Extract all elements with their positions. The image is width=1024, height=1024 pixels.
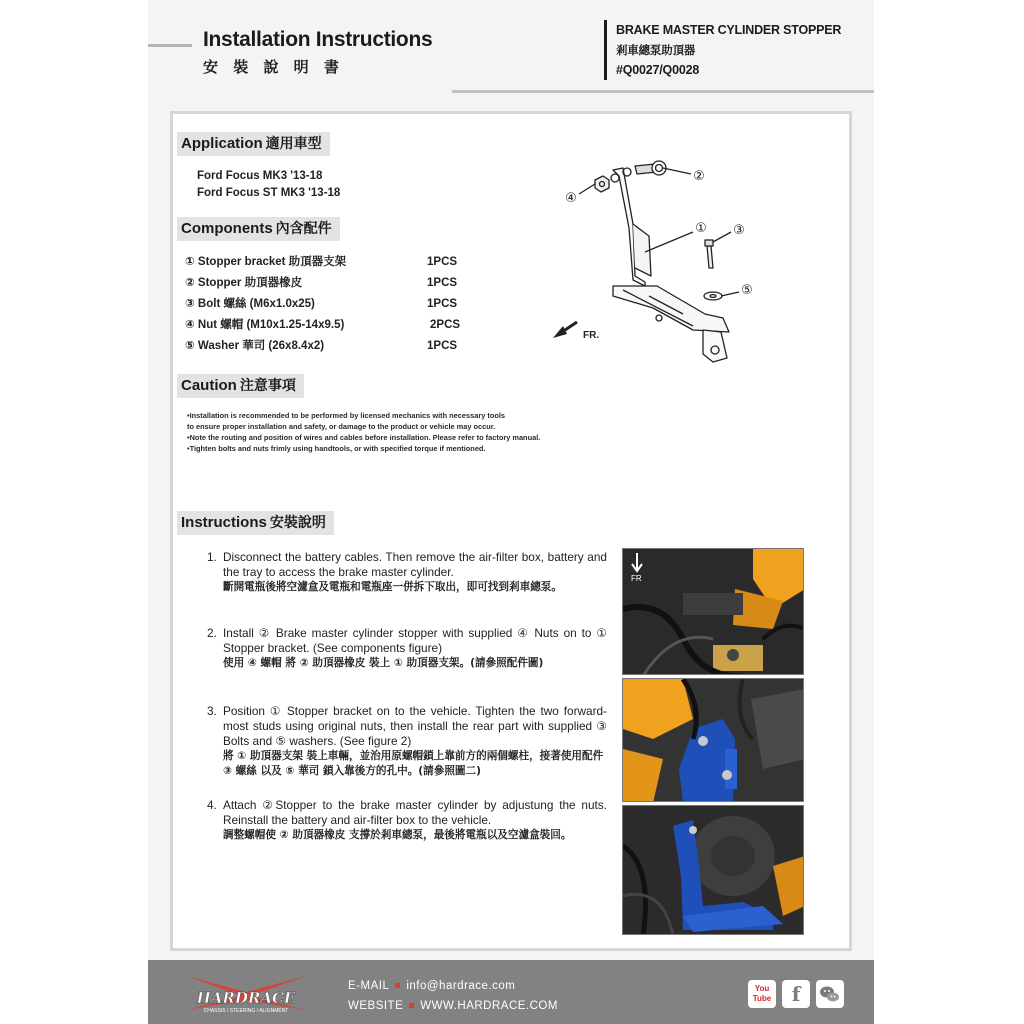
instructions-heading-en: Instructions bbox=[181, 514, 267, 531]
instructions-heading bbox=[177, 511, 334, 535]
application-list bbox=[197, 168, 340, 202]
components-heading-cn: 內含配件 bbox=[275, 221, 332, 237]
step-text-cn: 調整螺帽使 ② 助頂器橡皮 支撐於剎車總泵，最後將電瓶以及空濾盒裝回。 bbox=[223, 829, 572, 841]
component-row bbox=[185, 252, 505, 273]
components-list bbox=[185, 252, 505, 357]
application-heading bbox=[177, 132, 330, 156]
component-name: ② Stopper 助頂器橡皮 bbox=[185, 277, 303, 289]
caution-heading-en: Caution bbox=[181, 377, 237, 394]
components-heading bbox=[177, 217, 340, 241]
diagram-label: ③ bbox=[733, 223, 745, 238]
caution-line: •Note the routing and position of wires and cables before installation. Please refer to factory manual. bbox=[187, 433, 541, 442]
bullet-icon bbox=[409, 1003, 414, 1008]
step-number: 1. bbox=[207, 550, 217, 564]
page-subtitle: 安 裝 說 明 書 bbox=[203, 58, 344, 76]
wechat-icon[interactable] bbox=[816, 980, 844, 1008]
front-direction-label: FR. bbox=[583, 330, 600, 341]
component-name: ④ Nut 螺帽 (M10x1.25-14x9.5) bbox=[185, 319, 345, 331]
header-rule-left bbox=[148, 44, 192, 47]
hardrace-logo bbox=[176, 970, 316, 1014]
photo-engine-bay bbox=[622, 548, 804, 675]
header-rule-right bbox=[452, 90, 874, 93]
footer bbox=[148, 960, 874, 1024]
component-row bbox=[185, 336, 505, 357]
instruction-step bbox=[207, 704, 607, 779]
product-name: BRAKE MASTER CYLINDER STOPPER bbox=[616, 23, 842, 37]
diagram-label: ⑤ bbox=[741, 283, 753, 298]
component-name: ⑤ Washer 華司 (26x8.4x2) bbox=[185, 340, 325, 352]
footer-contact bbox=[348, 976, 558, 1016]
application-heading-en: Application bbox=[181, 135, 263, 152]
logo-wordmark: HARDRACE bbox=[196, 989, 296, 1007]
product-info bbox=[604, 20, 841, 80]
step-text-cn: 使用 ④ 螺帽 將 ② 助頂器橡皮 裝上 ① 助頂器支架。(請參照配件圖) bbox=[223, 657, 544, 669]
step-text-en: Disconnect the battery cables. Then remove the air-filter box, battery and the tray to access the brake master cylinder. bbox=[223, 550, 607, 579]
caution-list bbox=[187, 410, 647, 454]
step-text-en: Attach ②Stopper to the brake master cylinder by adjustung the nuts. Reinstall the battery and air-filter box to the vehicle. bbox=[223, 798, 607, 827]
components-diagram bbox=[553, 136, 793, 366]
diagram-label: ② bbox=[693, 169, 705, 184]
component-row bbox=[185, 315, 505, 336]
step-number: 2. bbox=[207, 626, 217, 640]
step-text-cn: 將 ① 助頂器支架 裝上車輛，並治用原螺帽鎖上靠前方的兩個螺柱，接著使用配件 ③ 螺絲 以及 ⑤ 華司 鎖入靠後方的孔中。(請參照圖二) bbox=[223, 750, 604, 777]
component-qty: 2PCS bbox=[430, 319, 461, 331]
caution-heading-cn: 注意事項 bbox=[239, 378, 296, 394]
part-numbers: #Q0027/Q0028 bbox=[616, 63, 700, 77]
component-row bbox=[185, 294, 505, 315]
page-title: Installation Instructions bbox=[203, 28, 433, 51]
step-number: 4. bbox=[207, 798, 217, 812]
content-frame bbox=[170, 111, 852, 951]
instructions-heading-cn: 安裝說明 bbox=[269, 515, 326, 531]
vehicle-item: Ford Focus ST MK3 '13-18 bbox=[197, 187, 341, 199]
component-qty: 1PCS bbox=[427, 298, 458, 310]
component-qty: 1PCS bbox=[427, 277, 458, 289]
youtube-icon-text: You Tube bbox=[752, 984, 772, 1003]
website-label: WEBSITE bbox=[348, 1000, 404, 1012]
logo-tagline: CHASSIS / STEERING / ALIGNMENT bbox=[203, 1008, 289, 1014]
step-text-cn: 斷開電瓶後將空濾盒及電瓶和電瓶座一併拆下取出，即可找到剎車總泵。 bbox=[223, 581, 562, 593]
website-link[interactable]: WWW.HARDRACE.COM bbox=[420, 1000, 558, 1012]
caution-line: to ensure proper installation and safety, or damage to the product or vehicle may occur. bbox=[187, 422, 496, 431]
step-number: 3. bbox=[207, 704, 217, 718]
bullet-icon bbox=[395, 983, 400, 988]
photo-fr-label: FR bbox=[631, 574, 642, 583]
instruction-step bbox=[207, 626, 607, 671]
instruction-sheet bbox=[148, 0, 874, 1024]
step-text-en: Install ② Brake master cylinder stopper with supplied ④ Nuts on to ① Stopper bracket. (See components figure) bbox=[223, 626, 607, 655]
photo-stopper-attached bbox=[622, 805, 804, 935]
caution-heading bbox=[177, 374, 304, 398]
diagram-label: ④ bbox=[565, 191, 577, 206]
components-heading-en: Components bbox=[181, 220, 273, 237]
application-heading-cn: 適用車型 bbox=[265, 136, 322, 152]
caution-line: •Installation is recommended to be performed by licensed mechanics with necessary tools bbox=[187, 411, 506, 420]
youtube-icon[interactable] bbox=[748, 980, 776, 1008]
facebook-icon[interactable] bbox=[782, 980, 810, 1008]
vehicle-item: Ford Focus MK3 '13-18 bbox=[197, 170, 323, 182]
component-qty: 1PCS bbox=[427, 256, 458, 268]
product-name-cn: 剎車總泵助頂器 bbox=[616, 43, 696, 57]
component-qty: 1PCS bbox=[427, 340, 458, 352]
diagram-label: ① bbox=[695, 221, 707, 236]
instruction-step bbox=[207, 798, 607, 843]
component-name: ③ Bolt 螺絲 (M6x1.0x25) bbox=[185, 298, 315, 310]
email-label: E-MAIL bbox=[348, 980, 390, 992]
facebook-icon-text: f bbox=[791, 982, 801, 1006]
email-link[interactable]: info@hardrace.com bbox=[406, 980, 516, 992]
component-row bbox=[185, 273, 505, 294]
photo-bracket-installed bbox=[622, 678, 804, 802]
instruction-step bbox=[207, 550, 607, 595]
caution-line: •Tighten bolts and nuts frimly using handtools, or with specified torque if mentioned. bbox=[187, 444, 486, 453]
component-name: ① Stopper bracket 助頂器支架 bbox=[185, 256, 347, 268]
step-text-en: Position ① Stopper bracket on to the vehicle. Tighten the two forward-most studs using original nuts, then install the rear part with supplied ③ Bolts and ⑤ washers. (See figure 2) bbox=[223, 704, 607, 748]
